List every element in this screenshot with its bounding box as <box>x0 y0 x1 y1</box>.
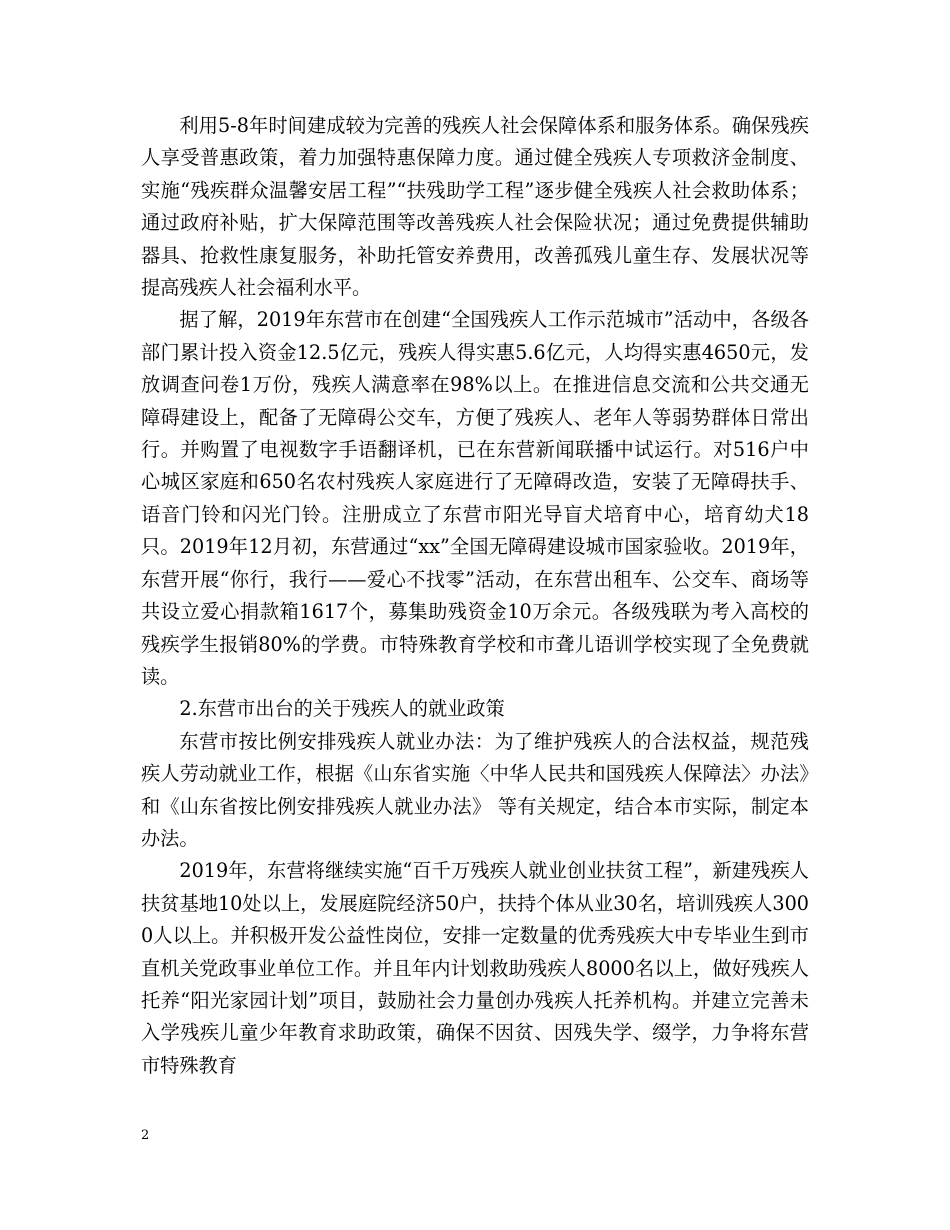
page-number: 2 <box>141 1128 150 1143</box>
paragraph-employment-measures: 东营市按比例安排残疾人就业办法：为了维护残疾人的合法权益，规范残疾人劳动就业工作，根据《山东省实施〈中华人民共和国残疾人保障法〉办法》和《山东省按比例安排残疾人就业办法》 等有关规定，结合本市实际，制定本办法。 <box>141 729 809 850</box>
section-heading-employment-policy: 2.东营市出台的关于残疾人的就业政策 <box>179 697 505 721</box>
paragraph-poverty-project: 2019年，东营将继续实施“百千万残疾人就业创业扶贫工程”，新建残疾人扶贫基地10处以上，发展庭院经济50户，扶持个体从业30名，培训残疾人3000人以上。并积极开发公益性岗位，安排一定数量的优秀残疾大中专毕业生到市直机关党政事业单位工作。并且年内计划救助残疾人8000名以上，做好残疾人托养“阳光家园计划”项目，鼓励社会力量创办残疾人托养机构。并建立完善未入学残疾儿童少年教育求助政策，确保不因贫、因残失学、缀学，力争将东营市特殊教育 <box>141 859 809 1077</box>
body-text <box>141 110 809 1082</box>
paragraph-social-security: 利用5-8年时间建成较为完善的残疾人社会保障体系和服务体系。确保残疾人享受普惠政策，着力加强特惠保障力度。通过健全残疾人专项救济金制度、实施“残疾群众温馨安居工程”“扶残助学工程”逐步健全残疾人社会救助体系；通过政府补贴，扩大保障范围等改善残疾人社会保险状况；通过免费提供辅助器具、抢救性康复服务，补助托管安养费用，改善孤残儿童生存、发展状况等提高残疾人社会福利水平。 <box>141 114 809 300</box>
paragraph-dongying-2019: 据了解，2019年东营市在创建“全国残疾人工作示范城市”活动中，各级各部门累计投入资金12.5亿元，残疾人得实惠5.6亿元，人均得实惠4650元，发放调查问卷1万份，残疾人满意率在98%以上。在推进信息交流和公共交通无障碍建设上，配备了无障碍公交车，方便了残疾人、老年人等弱势群体日常出行。并购置了电视数字手语翻译机，已在东营新闻联播中试运行。对516户中心城区家庭和650名农村残疾人家庭进行了无障碍改造，安装了无障碍扶手、语音门铃和闪光门铃。注册成立了东营市阳光导盲犬培育中心，培育幼犬18只。2019年12月初，东营通过“xx”全国无障碍建设城市国家验收。2019年，东营开展“你行，我行——爱心不找零”活动，在东营出租车、公交车、商场等共设立爱心捐款箱1617个，募集助残资金10万余元。各级残联为考入高校的残疾学生报销80%的学费。市特殊教育学校和市聋儿语训学校实现了全免费就读。 <box>141 308 809 688</box>
